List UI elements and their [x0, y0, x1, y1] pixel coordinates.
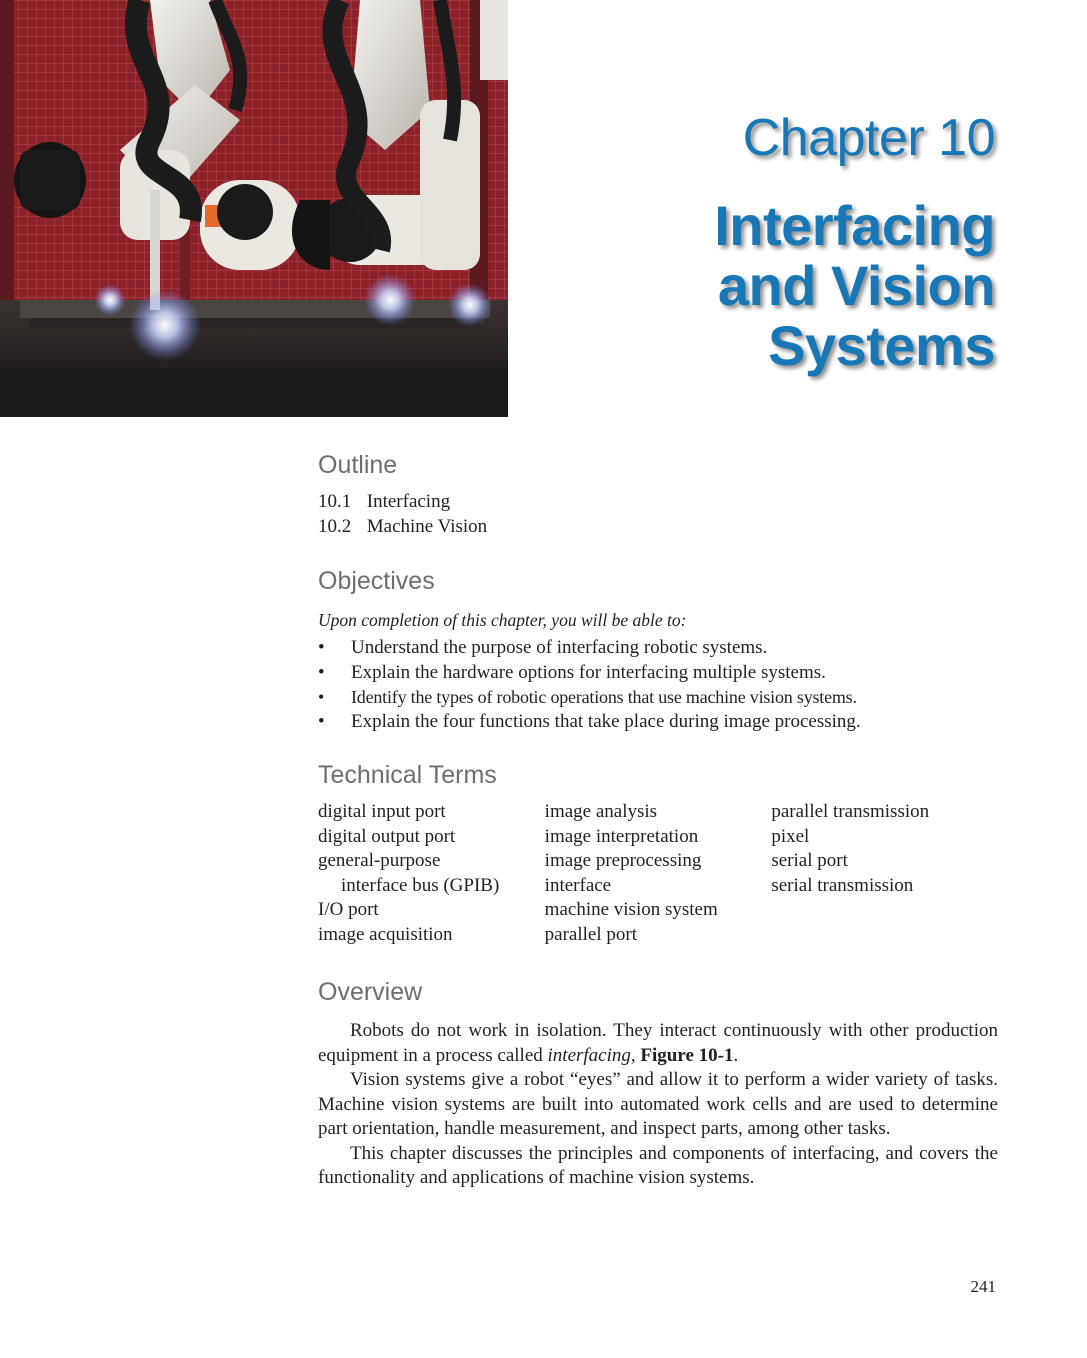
overview-term: interfacing [547, 1044, 631, 1066]
outline-item-label: Interfacing [366, 491, 451, 512]
objectives-section [318, 567, 998, 734]
chapter-title-line: and Vision [717, 254, 995, 317]
term: I/O port [318, 899, 379, 920]
overview-text: , [630, 1044, 641, 1066]
page-number: 241 [970, 1277, 996, 1296]
chapter-title-line: Systems [768, 314, 995, 377]
outline-item [318, 515, 998, 540]
overview-text: Robots do not work in isolation. They interact continuously with other production equipment in a process called [318, 1020, 998, 1066]
outline-item-number: 10.1 [318, 491, 352, 512]
objective-text: Understand the purpose of interfacing robotic systems. [351, 637, 768, 658]
objective-text: Explain the hardware options for interfacing multiple systems. [351, 661, 826, 683]
outline-section [318, 451, 998, 539]
term: digital input port [318, 801, 446, 822]
objective-text: Identify the types of robotic operations that use machine vision systems. [351, 687, 857, 707]
objective-item [318, 636, 998, 661]
overview-paragraph: Vision systems give a robot “eyes” and allow it to perform a wider variety of tasks. Machine vision systems are built into automated work cells and are used to determine part orientation, handle measurement, and inspect parts, among other tasks. [318, 1069, 998, 1139]
objective-item [318, 685, 998, 710]
term: digital output port [318, 825, 456, 847]
term: general-purpose [318, 850, 441, 871]
outline-heading: Outline [318, 451, 398, 479]
chapter-title-line: Interfacing [714, 194, 995, 257]
objective-text: Explain the four functions that take place during image processing. [351, 710, 861, 732]
term: parallel transmission [771, 801, 930, 822]
bullet-icon: • [318, 661, 325, 683]
bullet-icon: • [318, 687, 325, 707]
overview-heading: Overview [318, 978, 423, 1006]
term: interface [544, 874, 612, 896]
term: machine vision system [544, 899, 718, 920]
overview-paragraph: This chapter discusses the principles and components of interfacing, and covers the functionality and applications of machine vision systems. [318, 1142, 998, 1188]
terms-column [771, 800, 998, 947]
term: serial transmission [771, 874, 914, 896]
terms-column [545, 800, 772, 947]
term: parallel port [544, 923, 637, 945]
objectives-heading: Objectives [318, 567, 435, 595]
outline-item [318, 490, 998, 515]
outline-item-label: Machine Vision [366, 515, 488, 537]
technical-terms-heading: Technical Terms [318, 761, 497, 789]
objective-item [318, 661, 998, 686]
objectives-intro: Upon completion of this chapter, you will be able to: [318, 610, 687, 630]
term: serial port [771, 850, 848, 871]
robot-welding-photo [0, 0, 508, 417]
chapter-number: Chapter 10 [742, 109, 995, 167]
overview-text: . [733, 1044, 739, 1066]
chapter-title [575, 196, 995, 376]
technical-terms-section [318, 761, 998, 947]
term: image acquisition [318, 923, 453, 945]
bullet-icon: • [318, 637, 325, 658]
term: image interpretation [544, 825, 699, 847]
figure-reference: Figure 10-1 [640, 1044, 734, 1066]
objective-item [318, 710, 998, 735]
term: interface bus (GPIB) [341, 874, 500, 896]
overview-paragraph [318, 1019, 998, 1068]
terms-column [318, 800, 545, 947]
term: image preprocessing [544, 850, 702, 871]
overview-section [318, 978, 998, 1191]
outline-item-number: 10.2 [318, 515, 352, 537]
term: pixel [771, 825, 810, 847]
bullet-icon: • [318, 710, 325, 732]
term: image analysis [544, 801, 658, 822]
